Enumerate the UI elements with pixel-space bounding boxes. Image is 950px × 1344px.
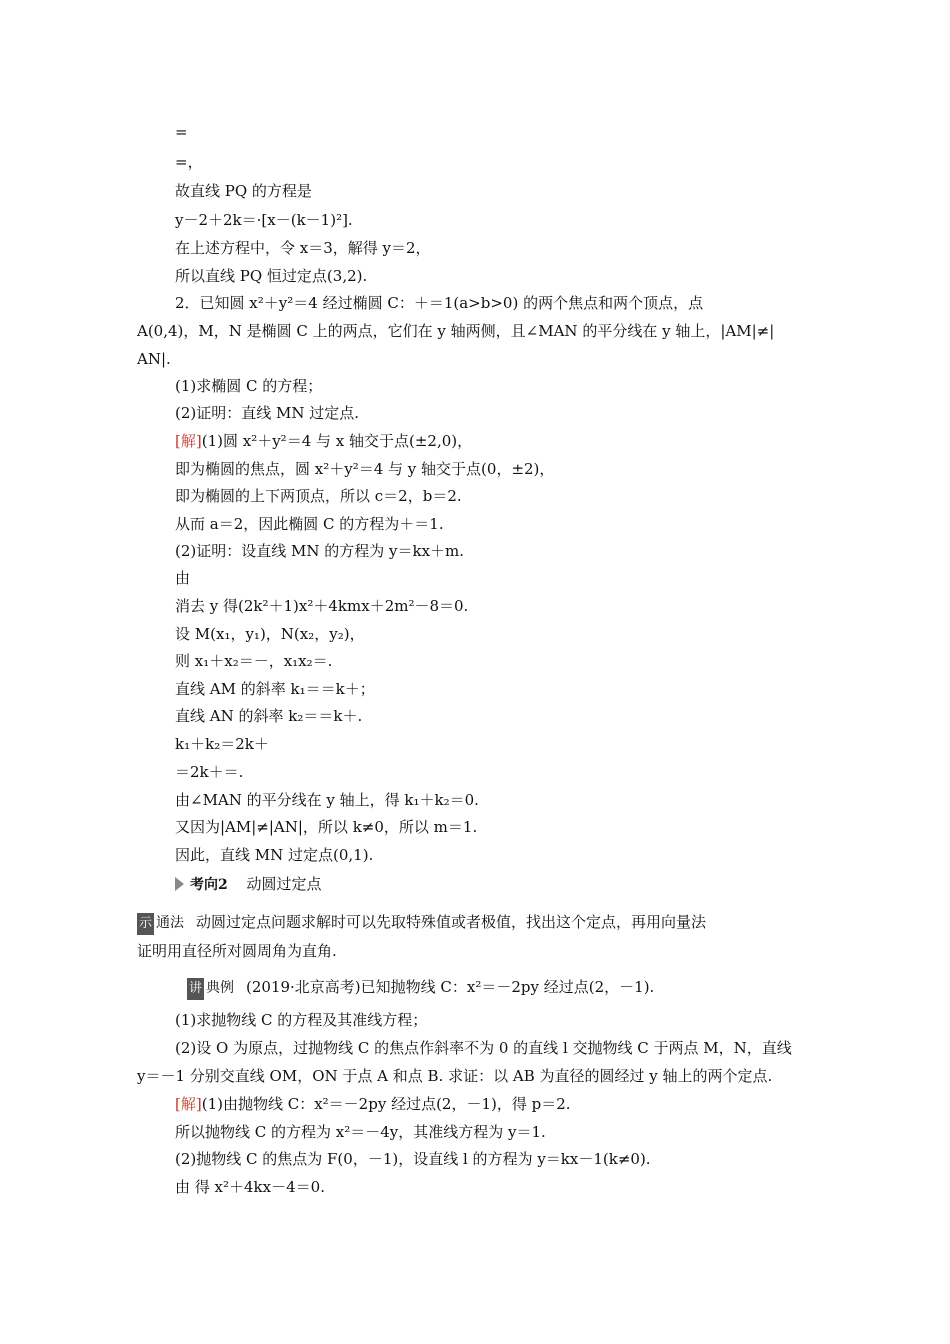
- text-line: 故直线 PQ 的方程是: [175, 182, 312, 200]
- method-text: 动圆过定点问题求解时可以先取特殊值或者极值，找出这个定点，再用向量法: [196, 913, 707, 931]
- example-badge-label: 典例: [206, 980, 235, 996]
- solution-line: 直线 AM 的斜率 k₁＝＝k＋；: [175, 680, 375, 698]
- solution-line: [175, 1094, 571, 1114]
- solution-line: 由: [175, 569, 191, 587]
- solution-line: 设 M(x₁，y₁)，N(x₂，y₂)，: [175, 625, 365, 643]
- solution-line: 消去 y 得(2k²＋1)x²＋4kmx＋2m²－8＝0.: [175, 597, 469, 615]
- solution-line: k₁＋k₂＝2k＋: [175, 735, 269, 753]
- solution-tag: [解]: [175, 1095, 202, 1113]
- problem-text: A(0,4)，M，N 是椭圆 C 上的两点，它们在 y 轴两侧，且∠MAN 的平分线在 y 轴上，|AM|≠|: [137, 322, 775, 340]
- solution-line: 因此，直线 MN 过定点(0,1).: [175, 846, 374, 864]
- problem-text: 2．已知圆 x²＋y²＝4 经过椭圆 C：＋＝1(a>b>0) 的两个焦点和两个顶点，点: [175, 294, 704, 312]
- example-item: (2)设 O 为原点，过抛物线 C 的焦点作斜率不为 0 的直线 l 交抛物线 C 于两点 M，N，直线: [175, 1039, 792, 1057]
- example-badge: 讲: [187, 978, 204, 1000]
- method-line: 证明用直径所对圆周角为直角.: [137, 942, 337, 960]
- solution-line: 直线 AN 的斜率 k₂＝＝k＋.: [175, 707, 363, 725]
- text-line: 所以直线 PQ 恒过定点(3,2).: [175, 267, 368, 285]
- solution-tag: [解]: [175, 432, 202, 450]
- text-line: =: [175, 123, 188, 141]
- solution-line: 由∠MAN 的平分线在 y 轴上，得 k₁＋k₂＝0.: [175, 791, 479, 809]
- solution-line: (2)抛物线 C 的焦点为 F(0，－1)，设直线 l 的方程为 y＝kx－1(k≠0).: [175, 1150, 651, 1168]
- method-badge-label: 通法: [156, 915, 185, 931]
- solution-text: (1)由抛物线 C：x²＝－2py 经过点(2，－1)，得 p＝2.: [201, 1095, 571, 1113]
- text-line: =，: [175, 153, 203, 171]
- solution-line: 又因为|AM|≠|AN|，所以 k≠0，所以 m＝1.: [175, 818, 478, 836]
- solution-line: 即为椭圆的焦点，圆 x²＋y²＝4 与 y 轴交于点(0，±2)，: [175, 460, 555, 478]
- heading-label: 考向2: [190, 877, 228, 893]
- solution-line: 由 得 x²＋4kx－4＝0.: [175, 1178, 325, 1196]
- section-heading: [175, 874, 322, 895]
- solution-line: 所以抛物线 C 的方程为 x²＝－4y，其准线方程为 y＝1.: [175, 1123, 546, 1141]
- problem-text: AN|.: [137, 350, 171, 368]
- solution-text: (1)圆 x²＋y²＝4 与 x 轴交于点(±2,0)，: [201, 432, 473, 450]
- triangle-marker-icon: [175, 877, 184, 891]
- example-item: (1)求抛物线 C 的方程及其准线方程；: [175, 1011, 428, 1029]
- solution-line: (2)证明：设直线 MN 的方程为 y＝kx＋m.: [175, 542, 465, 560]
- example-item: y＝－1 分别交直线 OM，ON 于点 A 和点 B. 求证：以 AB 为直径的圆经过 y 轴上的两个定点.: [137, 1067, 773, 1085]
- method-line: [137, 912, 706, 935]
- solution-line: 即为椭圆的上下两顶点，所以 c＝2，b＝2.: [175, 487, 462, 505]
- heading-title: 动圆过定点: [246, 875, 322, 893]
- example-text: (2019·北京高考)已知抛物线 C：x²＝－2py 经过点(2，－1).: [246, 978, 655, 996]
- solution-line: 从而 a＝2，因此椭圆 C 的方程为＋＝1.: [175, 515, 444, 533]
- solution-line: [175, 431, 472, 451]
- question-item: (1)求椭圆 C 的方程；: [175, 377, 323, 395]
- text-line: y－2＋2k＝·[x－(k－1)²].: [175, 211, 353, 229]
- method-badge: 示: [137, 913, 154, 935]
- solution-line: 则 x₁＋x₂＝－，x₁x₂＝.: [175, 652, 333, 670]
- example-line: [187, 977, 654, 1000]
- question-item: (2)证明：直线 MN 过定点.: [175, 404, 360, 422]
- solution-line: ＝2k＋＝.: [175, 763, 244, 781]
- text-line: 在上述方程中，令 x＝3，解得 y＝2，: [175, 239, 431, 257]
